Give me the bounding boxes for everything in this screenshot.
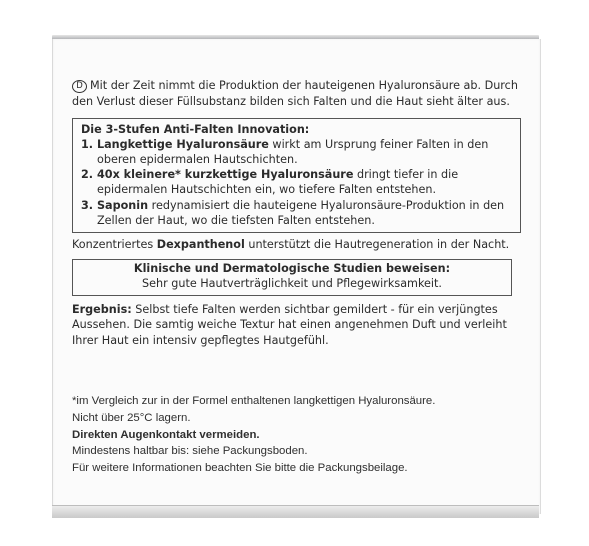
package-text-block xyxy=(72,78,522,349)
result-paragraph xyxy=(72,302,522,349)
studies-heading: Klinische und Dermatologische Studien beweisen: xyxy=(133,261,451,275)
storage-note: Nicht über 25°C lagern. xyxy=(72,411,191,424)
stage-number: 3. xyxy=(81,198,94,212)
stage-bold: Saponin xyxy=(97,198,149,212)
stage-text: wirkt am Ursprung feiner Falten in den oberen epidermalen Hautschichten. xyxy=(97,137,489,166)
best-before-note: Mindestens haltbar bis: siehe Packungsboden. xyxy=(72,445,308,458)
stage-item-3 xyxy=(81,198,512,228)
intro-text: Mit der Zeit nimmt die Produktion der hauteigenen Hyaluronsäure ab. Durch den Verlust dieser Füllsubstanz bilden sich Falten und die Haut sieht älter aus. xyxy=(72,79,518,108)
stage-text: redynamisiert die hauteigene Hyaluronsäure-Produktion in den Zellen der Haut, wo die tiefsten Falten entstehen. xyxy=(97,198,505,227)
dexpanthenol-bold: Dexpanthenol xyxy=(156,238,245,252)
dexpanthenol-paragraph xyxy=(72,237,522,253)
result-text: Selbst tiefe Falten werden sichtbar gemildert - für ein verjüngtes Aussehen. Die samtig weiche Textur hat einen angenehmen Duft und verleiht Ihrer Haut ein intensiv gepflegtes Hautgefühl. xyxy=(72,302,507,348)
stage-number: 2. xyxy=(81,168,94,182)
intro-paragraph xyxy=(72,78,522,110)
dex-post: unterstützt die Hautregeneration in der Nacht. xyxy=(244,238,510,252)
stages-title: Die 3-Stufen Anti-Falten Innovation: xyxy=(81,122,310,136)
stage-item-2 xyxy=(81,167,512,197)
stage-bold: Langkettige Hyaluronsäure xyxy=(97,137,269,151)
stage-number: 1. xyxy=(81,137,94,151)
stage-item-1 xyxy=(81,137,512,167)
eye-warning: Direkten Augenkontakt vermeiden. xyxy=(72,428,260,441)
studies-text: Sehr gute Hautverträglichkeit und Pflegewirksamkeit. xyxy=(142,277,442,291)
package-bottom-edge xyxy=(52,505,539,518)
footnote: *im Vergleich zur in der Formel enthaltenen langkettigen Hyaluronsäure. xyxy=(72,395,436,407)
studies-box xyxy=(72,259,512,296)
three-stage-box xyxy=(72,118,521,233)
dex-pre: Konzentriertes xyxy=(72,238,157,252)
stage-text: dringt tiefer in die epidermalen Hautschichten ein, wo tiefere Falten entstehen. xyxy=(97,168,459,197)
stage-bold: 40x kleinere* kurzkettige Hyaluronsäure xyxy=(97,168,354,182)
country-mark-icon: D xyxy=(72,80,87,93)
info-note: Für weitere Informationen beachten Sie bitte die Packungsbeilage. xyxy=(72,462,408,475)
footnote-block xyxy=(72,393,522,477)
result-label: Ergebnis: xyxy=(72,302,132,316)
